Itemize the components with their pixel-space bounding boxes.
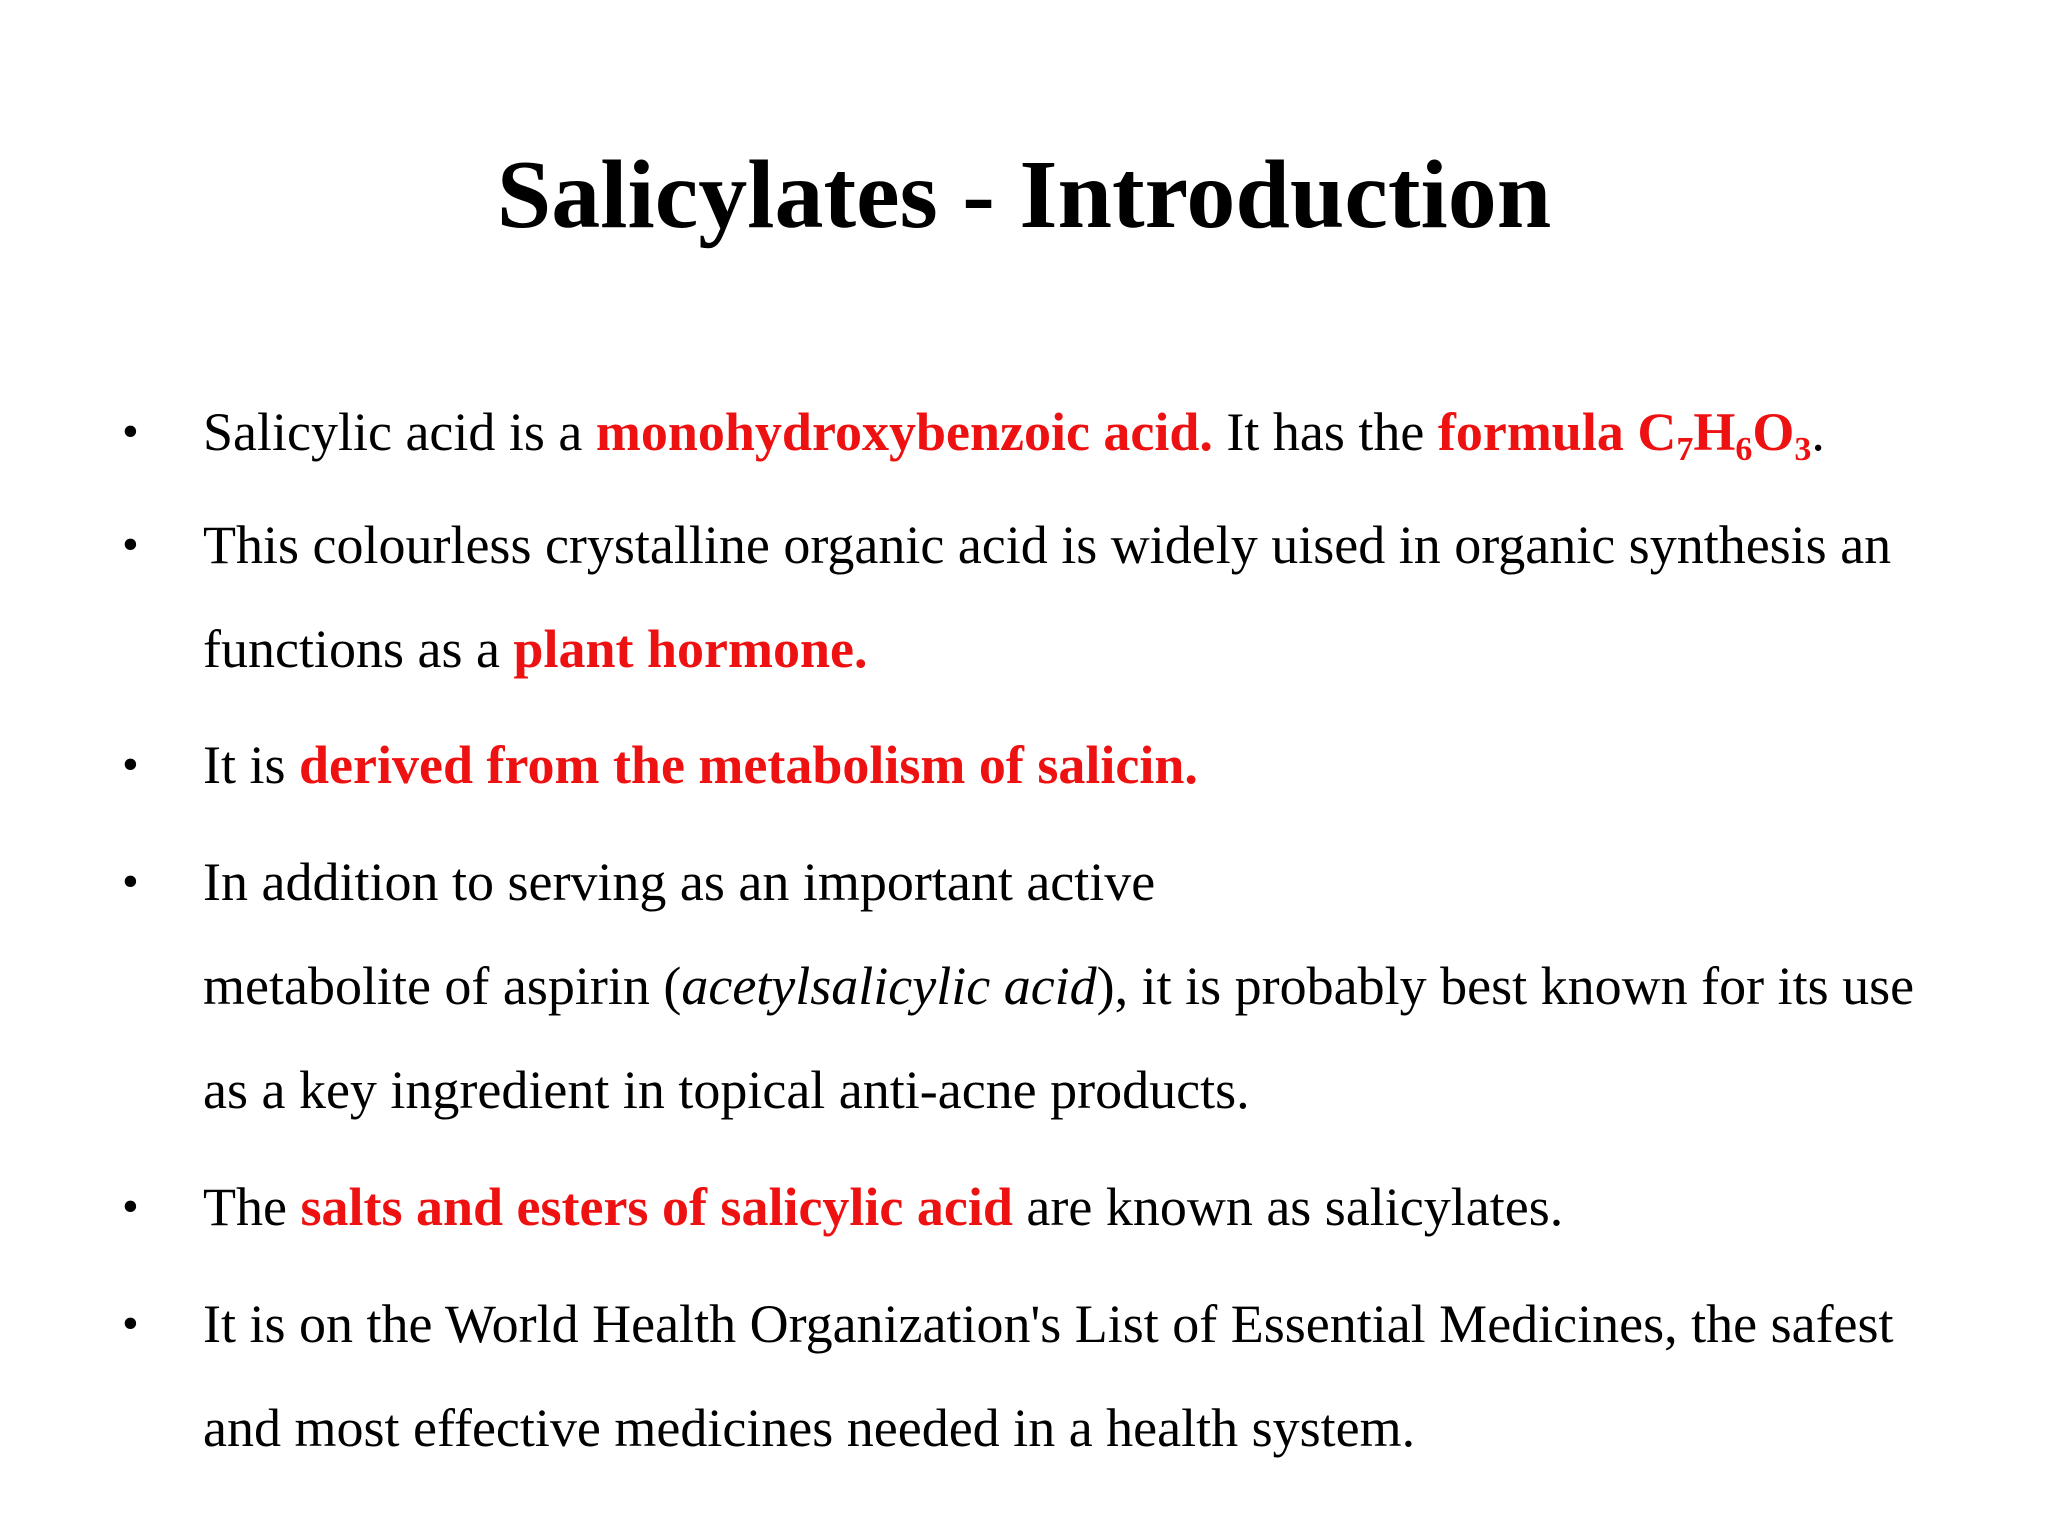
formula-part: formula C xyxy=(1437,402,1677,462)
text-run: . xyxy=(1811,402,1825,462)
bullet-line: and most effective medicines needed in a health system. xyxy=(203,1398,1416,1458)
bullet-line xyxy=(203,597,2038,701)
bullet-line: This colourless crystalline organic acid is widely uised in organic synthesis an xyxy=(203,515,1892,575)
bullet-line: In addition to serving as an important active xyxy=(203,852,1156,912)
formula-part: O xyxy=(1752,402,1795,462)
highlight-text: monohydroxybenzoic acid. xyxy=(595,402,1213,462)
chemical-formula xyxy=(1437,402,1812,468)
bullet-dot: • xyxy=(122,518,139,571)
bullet-line xyxy=(203,713,2038,817)
bullet-text-1 xyxy=(203,380,2038,484)
bullet-text-2 xyxy=(203,493,2038,701)
slide-title: Salicylates - Introduction xyxy=(496,141,1552,249)
formula-subscript: 7 xyxy=(1676,431,1694,468)
text-run: It is xyxy=(203,735,300,795)
formula-subscript: 3 xyxy=(1794,431,1812,468)
highlight-text: derived from the metabolism of salicin. xyxy=(299,735,1198,795)
bullet-text-4 xyxy=(203,830,2038,1142)
highlight-text: salts and esters of salicylic acid xyxy=(300,1177,1013,1237)
bullet-text-6 xyxy=(203,1272,2038,1480)
bullet-dot: • xyxy=(122,405,139,458)
bullet-line xyxy=(203,1155,2038,1259)
text-run: functions as a xyxy=(203,619,514,679)
bullet-line: It is on the World Health Organization's List of Essential Medicines, the safest xyxy=(203,1294,1894,1354)
highlight-text: plant hormone. xyxy=(513,619,868,679)
bullet-dot: • xyxy=(122,738,139,791)
text-run: metabolite of aspirin ( xyxy=(203,956,682,1016)
formula-part: H xyxy=(1693,402,1736,462)
bullet-line: as a key ingredient in topical anti-acne products. xyxy=(203,1060,1250,1120)
bullet-dot: • xyxy=(122,855,139,908)
text-run: ), it is probably best known for its use xyxy=(1096,956,1915,1016)
italic-text: acetylsalicylic acid xyxy=(681,956,1097,1016)
text-run: It has the xyxy=(1212,402,1438,462)
formula-subscript: 6 xyxy=(1735,431,1753,468)
bullet-text-3 xyxy=(203,713,2038,817)
text-run: are known as salicylates. xyxy=(1012,1177,1564,1237)
text-run: Salicylic acid is a xyxy=(203,402,596,462)
bullet-line xyxy=(203,934,2038,1038)
text-run: The xyxy=(203,1177,301,1237)
bullet-dot: • xyxy=(122,1180,139,1233)
bullet-text-5 xyxy=(203,1155,2038,1259)
bullet-dot: • xyxy=(122,1297,139,1350)
bullet-line xyxy=(203,380,2038,484)
